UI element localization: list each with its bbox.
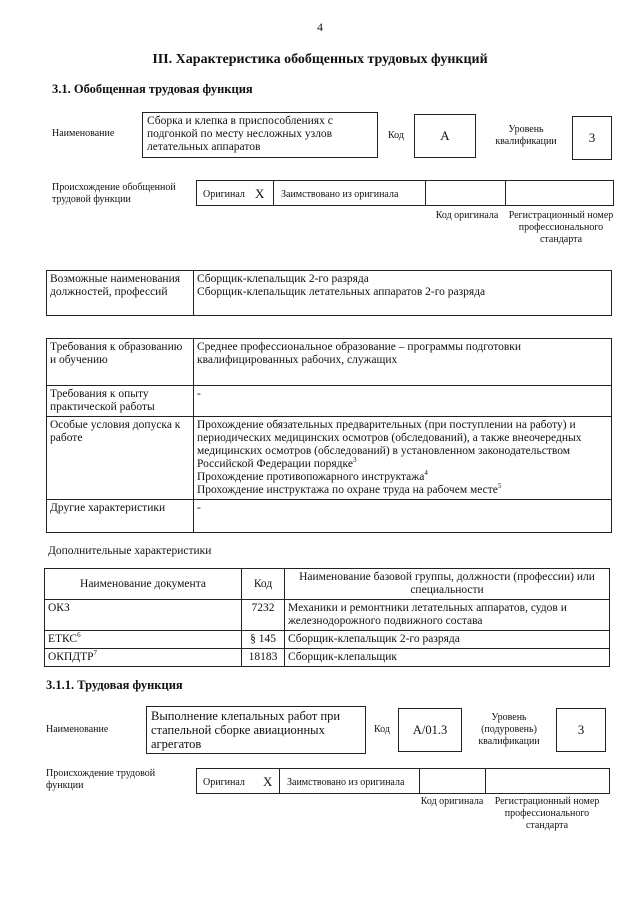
footnote-ref: 6 <box>77 631 81 640</box>
tf-level-label: Уровень (подуровень) квалификации <box>478 712 540 747</box>
extra-name: Механики и ремонтники летательных аппаратов, судов и железнодорожного подвижного состава <box>285 600 610 631</box>
tf-level-box <box>556 708 606 752</box>
positions-values <box>194 271 612 316</box>
tf-name-value: Выполнение клепальных работ при стапельной сборке авиационных агрегатов <box>151 709 341 751</box>
section-title: III. Характеристика обобщенных трудовых функций <box>152 52 488 67</box>
gtf-name-value: Сборка и клепка в приспособлениях с подгонкой по месту несложных узлов летательных аппаратов <box>147 115 333 153</box>
req-education-label: Требования к образованию и обучению <box>47 339 194 386</box>
req-other-label: Другие характеристики <box>47 500 194 533</box>
extra-code: 18183 <box>242 649 285 667</box>
gtf-code-label: Код <box>388 130 404 141</box>
position-item: Сборщик-клепальщик 2-го разряда <box>197 273 369 285</box>
page-number: 4 <box>317 20 323 34</box>
requirements-table <box>46 338 612 533</box>
extra-header-doc: Наименование документа <box>45 569 242 600</box>
extra-code: § 145 <box>242 631 285 649</box>
tf-code-box <box>398 708 462 752</box>
req-experience-value: - <box>194 386 612 417</box>
extra-doc: ОКЗ <box>45 600 242 631</box>
tf-origin-box <box>196 768 610 794</box>
gtf-level-box <box>572 116 612 160</box>
tf-borrowed-label: Заимствовано из оригинала <box>287 777 405 788</box>
tf-origin-label: Происхождение трудовой функции <box>46 768 156 791</box>
footnote-ref: 3 <box>352 456 357 465</box>
req-experience-label: Требования к опыту практической работы <box>47 386 194 417</box>
gtf-code-box <box>414 114 476 158</box>
tf-level-value: 3 <box>577 722 585 737</box>
extra-header-code: Код <box>242 569 285 600</box>
extra-doc: ЕТКС$^6$ <box>45 631 242 649</box>
tf-original-mark: X <box>263 774 273 789</box>
tf-code-value: А/01.3 <box>412 722 448 737</box>
gtf-reg-num-caption: Регистрационный номер профессионального стандарта <box>508 210 614 245</box>
tf-reg-num-caption: Регистрационный номер профессионального стандарта <box>494 796 600 831</box>
gtf-orig-code-caption: Код оригинала <box>435 210 499 221</box>
extra-table <box>44 568 610 667</box>
footnote-ref: 7 <box>93 649 98 658</box>
req-admission-label: Особые условия допуска к работе <box>47 417 194 500</box>
gtf-origin-box <box>196 180 614 206</box>
extra-code: 7232 <box>242 600 285 631</box>
gtf-original-label: Оригинал <box>203 189 245 200</box>
gtf-code-value: А <box>440 128 450 143</box>
req-admission-text-2: Прохождение противопожарного инструктажа <box>197 471 425 483</box>
tf-name-box <box>146 706 366 754</box>
extra-header-name: Наименование базовой группы, должности (профессии) или специальности <box>285 569 610 600</box>
table-row <box>45 649 610 667</box>
position-item: Сборщик-клепальщик летательных аппаратов 2-го разряда <box>197 286 486 298</box>
extra-name: Сборщик-клепальщик <box>285 649 610 667</box>
positions-label: Возможные наименования должностей, профессий <box>47 271 194 316</box>
gtf-level-label: Уровень квалификации <box>495 124 557 147</box>
table-row <box>45 600 610 631</box>
gtf-level-value: 3 <box>588 130 596 145</box>
tf-code-label: Код <box>374 724 390 735</box>
req-other-value: - <box>194 500 612 533</box>
gtf-original-mark: X <box>255 186 265 201</box>
extra-title: Дополнительные характеристики <box>48 545 212 557</box>
tf-orig-code-caption: Код оригинала <box>420 796 484 807</box>
tf-original-label: Оригинал <box>203 777 245 788</box>
footnote-ref: 4 <box>424 469 428 478</box>
extra-doc: ОКПДТР$^7$ <box>45 649 242 667</box>
req-admission-text-3: Прохождение инструктажа по охране труда на рабочем месте <box>197 484 498 496</box>
table-row <box>45 631 610 649</box>
req-admission-text-1: Прохождение обязательных предварительных (при поступлении на работу) и периодических медицинских осмотров (обследований), а также внеочередных медицинских осмотров (обследований) в установленном законодательством Российской Федерации порядке <box>197 419 582 470</box>
gtf-borrowed-label: Заимствовано из оригинала <box>281 189 399 200</box>
tf-name-label: Наименование <box>46 724 109 735</box>
req-education-value: Среднее профессиональное образование – программы подготовки квалифицированных рабочих, служащих <box>194 339 612 386</box>
gtf-origin-label: Происхождение обобщенной трудовой функции <box>52 182 176 205</box>
footnote-ref: 5 <box>497 482 502 491</box>
positions-table <box>46 270 612 316</box>
tf-heading: 3.1.1. Трудовая функция <box>46 678 183 692</box>
req-admission-value <box>194 417 612 500</box>
gtf-name-label: Наименование <box>52 128 115 139</box>
gtf-name-box <box>142 112 378 158</box>
gtf-heading: 3.1. Обобщенная трудовая функция <box>52 82 253 96</box>
extra-name: Сборщик-клепальщик 2-го разряда <box>285 631 610 649</box>
